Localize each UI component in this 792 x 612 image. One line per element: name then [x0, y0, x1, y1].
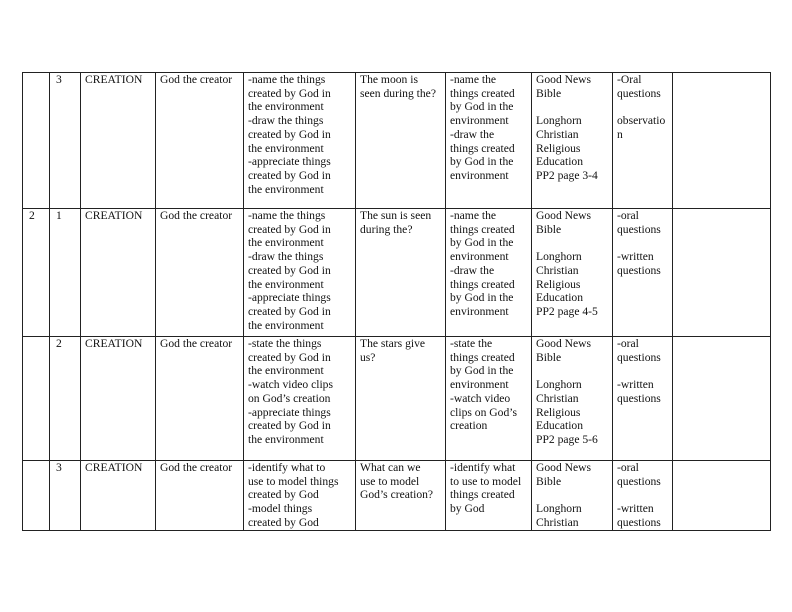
cell-lesson: 3 [50, 73, 81, 209]
cell-week [23, 73, 50, 209]
cell-activities: -identify what to use to model things created by God [446, 461, 532, 531]
cell-week [23, 337, 50, 461]
cell-strand: CREATION [81, 337, 156, 461]
cell-resources: Good News Bible Longhorn Christian Religious Education PP2 page 3-4 [532, 73, 613, 209]
cell-inquiry-question: What can we use to model God’s creation? [356, 461, 446, 531]
cell-strand: CREATION [81, 461, 156, 531]
cell-sub-strand: God the creator [156, 461, 244, 531]
cell-strand: CREATION [81, 209, 156, 337]
cell-remarks [673, 461, 771, 531]
cell-inquiry-question: The sun is seen during the? [356, 209, 446, 337]
cell-activities: -name the things created by God in the environment -draw the things created by God in the environment [446, 73, 532, 209]
cell-sub-strand: God the creator [156, 209, 244, 337]
cell-outcomes: -name the things created by God in the environment -draw the things created by God in the environment -appreciate things created by God in the environment [244, 209, 356, 337]
cell-lesson: 3 [50, 461, 81, 531]
cell-resources: Good News Bible Longhorn Christian [532, 461, 613, 531]
table-row [23, 461, 771, 531]
table-row [23, 73, 771, 209]
cell-resources: Good News Bible Longhorn Christian Religious Education PP2 page 5-6 [532, 337, 613, 461]
cell-assessment: -oral questions -written questions [613, 461, 673, 531]
cell-lesson: 1 [50, 209, 81, 337]
cell-week [23, 461, 50, 531]
cell-sub-strand: God the creator [156, 73, 244, 209]
cell-sub-strand: God the creator [156, 337, 244, 461]
cell-assessment: -oral questions -written questions [613, 209, 673, 337]
cell-resources: Good News Bible Longhorn Christian Religious Education PP2 page 4-5 [532, 209, 613, 337]
cell-assessment: -oral questions -written questions [613, 337, 673, 461]
cell-week: 2 [23, 209, 50, 337]
cell-inquiry-question: The moon is seen during the? [356, 73, 446, 209]
cell-activities: -name the things created by God in the environment -draw the things created by God in the environment [446, 209, 532, 337]
cell-lesson: 2 [50, 337, 81, 461]
cell-remarks [673, 209, 771, 337]
table-row [23, 337, 771, 461]
cell-assessment: -Oral questions observatio n [613, 73, 673, 209]
table-row [23, 209, 771, 337]
cell-inquiry-question: The stars give us? [356, 337, 446, 461]
cell-strand: CREATION [81, 73, 156, 209]
cell-remarks [673, 337, 771, 461]
cell-outcomes: -name the things created by God in the environment -draw the things created by God in the environment -appreciate things created by God in the environment [244, 73, 356, 209]
cell-remarks [673, 73, 771, 209]
cell-outcomes: -identify what to use to model things created by God -model things created by God [244, 461, 356, 531]
scheme-of-work-table [22, 72, 771, 531]
cell-outcomes: -state the things created by God in the environment -watch video clips on God’s creation -appreciate things created by God in the environment [244, 337, 356, 461]
cell-activities: -state the things created by God in the environment -watch video clips on God’s creation [446, 337, 532, 461]
